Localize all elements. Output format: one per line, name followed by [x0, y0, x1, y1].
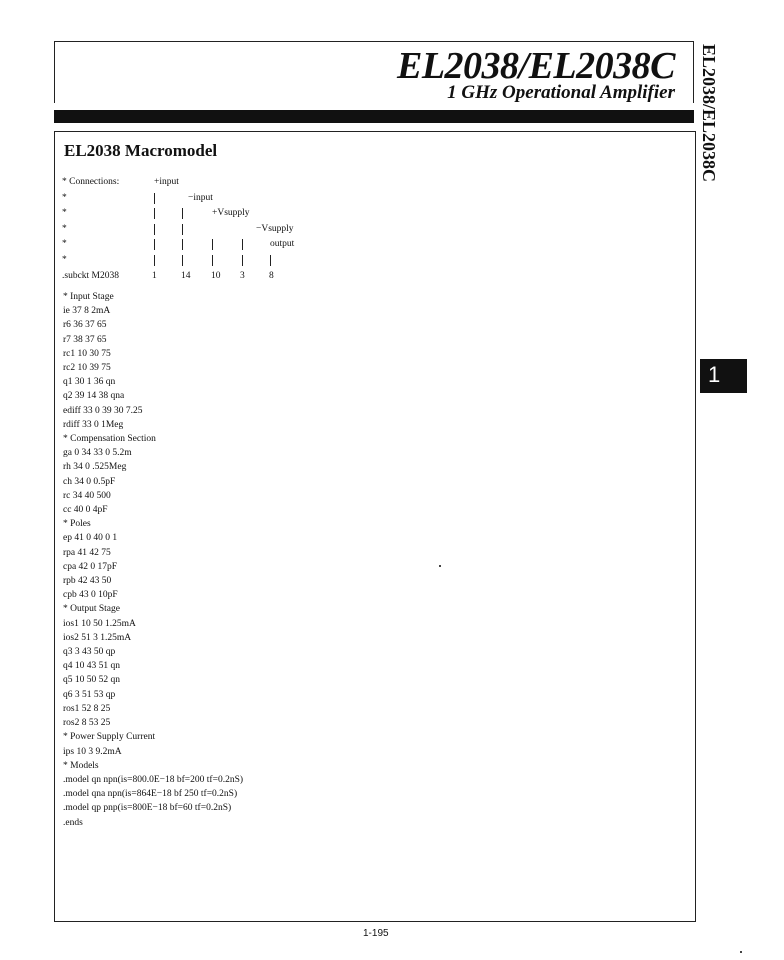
- netlist-line: ga 0 34 33 0 5.2m: [63, 448, 132, 459]
- node-tick: [212, 255, 213, 266]
- netlist-line: * Power Supply Current: [63, 732, 156, 743]
- node-tick: [242, 255, 243, 266]
- section-tab-number: 1: [708, 362, 721, 387]
- minus-input-label: −input: [188, 193, 213, 203]
- netlist-line: cpb 43 0 10pF: [63, 590, 118, 601]
- netlist-line: r7 38 37 65: [63, 334, 107, 345]
- netlist-line: ep 41 0 40 0 1: [63, 533, 118, 544]
- scan-speck: [740, 951, 742, 953]
- node-number: 3: [240, 271, 245, 281]
- plus-vsupply-label: +Vsupply: [212, 208, 250, 218]
- netlist-line: rc 34 40 500: [63, 490, 111, 501]
- netlist-line: cpa 42 0 17pF: [63, 561, 118, 572]
- netlist-line: rdiff 33 0 1Meg: [63, 419, 124, 430]
- node-tick: [154, 255, 155, 266]
- netlist-line: * Compensation Section: [63, 434, 156, 445]
- netlist-line: q4 10 43 51 qn: [63, 661, 120, 672]
- comment-star: *: [62, 255, 67, 265]
- side-title: [697, 44, 719, 194]
- netlist-line: q6 3 51 53 qp: [63, 689, 116, 700]
- node-tick: [270, 255, 271, 266]
- macromodel-panel: [54, 131, 696, 922]
- document-subtitle: 1 GHz Operational Amplifier: [447, 82, 675, 103]
- comment-star: *: [62, 239, 67, 249]
- netlist-line: ros2 8 53 25: [63, 718, 111, 729]
- netlist-line: ie 37 8 2mA: [63, 306, 111, 317]
- subckt-name: .subckt M2038: [62, 271, 119, 281]
- node-tick: [212, 239, 213, 250]
- node-number: 14: [181, 271, 191, 281]
- node-tick: [182, 255, 183, 266]
- netlist-line: rpa 41 42 75: [63, 547, 111, 558]
- connections-label: * Connections:: [62, 177, 120, 187]
- comment-star: *: [62, 208, 67, 218]
- side-title-text: EL2038/EL2038C: [699, 44, 719, 183]
- netlist-line: .ends: [63, 817, 83, 828]
- netlist-line: * Input Stage: [63, 292, 114, 302]
- node-tick: [242, 239, 243, 250]
- netlist-line: ips 10 3 9.2mA: [63, 746, 122, 757]
- node-tick: [154, 193, 155, 204]
- page-number: 1-195: [363, 928, 389, 939]
- netlist-line: ios1 10 50 1.25mA: [63, 618, 136, 629]
- plus-input-label: +input: [154, 177, 179, 187]
- section-heading: EL2038 Macromodel: [64, 141, 218, 160]
- netlist-line: q1 30 1 36 qn: [63, 377, 116, 388]
- comment-star: *: [62, 193, 67, 203]
- netlist-line: q5 10 50 52 qn: [63, 675, 120, 686]
- netlist-line: * Poles: [63, 519, 91, 530]
- netlist-line: * Models: [63, 760, 99, 771]
- node-tick: [182, 239, 183, 250]
- netlist-line: q2 39 14 38 qna: [63, 391, 125, 402]
- netlist-listing: [63, 290, 243, 830]
- node-tick: [154, 239, 155, 250]
- node-tick: [182, 208, 183, 219]
- document-title: EL2038/EL2038C: [396, 45, 675, 87]
- netlist-line: q3 3 43 50 qp: [63, 647, 116, 658]
- node-tick: [182, 224, 183, 235]
- netlist-line: .model qp pnp(is=800E−18 bf=60 tf=0.2nS): [63, 803, 232, 814]
- scan-speck: [439, 565, 441, 567]
- netlist-line: ediff 33 0 39 30 7.25: [63, 405, 143, 416]
- netlist-line: rh 34 0 .525Meg: [63, 462, 127, 473]
- node-tick: [154, 224, 155, 235]
- header-rule: [54, 110, 694, 123]
- section-tab: [700, 359, 747, 393]
- header-box: [54, 41, 694, 103]
- minus-vsupply-label: −Vsupply: [256, 224, 294, 234]
- netlist-line: rpb 42 43 50: [63, 576, 112, 587]
- netlist-line: .model qn npn(is=800.0E−18 bf=200 tf=0.2nS): [63, 774, 244, 785]
- node-number: 8: [269, 271, 274, 281]
- node-number: 1: [152, 271, 157, 281]
- node-tick: [154, 208, 155, 219]
- comment-star: *: [62, 224, 67, 234]
- netlist-line: ros1 52 8 25: [63, 703, 111, 714]
- netlist-line: ch 34 0 0.5pF: [63, 476, 116, 487]
- netlist-line: rc1 10 30 75: [63, 348, 111, 359]
- netlist-line: r6 36 37 65: [63, 320, 107, 331]
- netlist-line: cc 40 0 4pF: [63, 505, 108, 516]
- netlist-line: .model qna npn(is=864E−18 bf 250 tf=0.2nS): [63, 789, 238, 800]
- netlist-line: rc2 10 39 75: [63, 363, 111, 374]
- output-label: output: [270, 239, 295, 249]
- netlist-line: * Output Stage: [63, 604, 120, 615]
- netlist-line: ios2 51 3 1.25mA: [63, 632, 132, 643]
- node-number: 10: [211, 271, 221, 281]
